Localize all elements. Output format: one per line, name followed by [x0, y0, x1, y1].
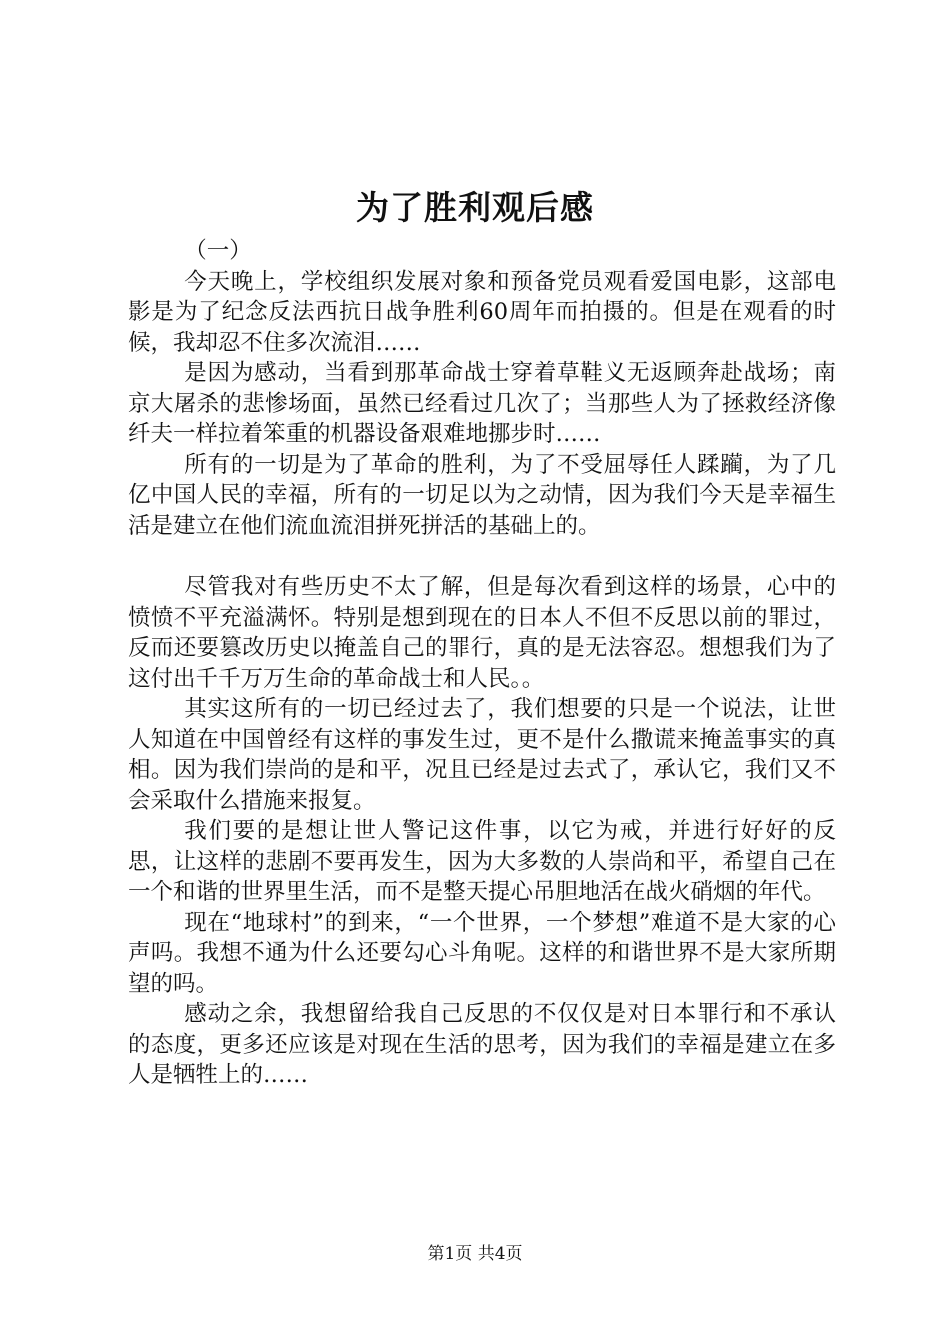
document-title: 为了胜利观后感 — [356, 188, 594, 227]
paragraph: 其实这所有的一切已经过去了，我们想要的只是一个说法，让世人知道在中国曾经有这样的事发生过，更不是什么撒谎来掩盖事实的真相。因为我们崇尚的是和平，况且已经是过去式了，承认它，我们又不会采取什么措施来报复。 — [128, 696, 836, 814]
page-number-footer: 第1页 共4页 — [427, 1244, 523, 1264]
document-body — [128, 236, 836, 1091]
paragraph: 所有的一切是为了革命的胜利，为了不受屈辱任人蹂躏，为了几亿中国人民的幸福，所有的一切足以为之动情，因为我们今天是幸福生活是建立在他们流血流泪拼死拼活的基础上的。 — [128, 451, 836, 539]
paragraph: 感动之余，我想留给我自己反思的不仅仅是对日本罪行和不承认的态度，更多还应该是对现在生活的思考，因为我们的幸福是建立在多人是牺牲上的…… — [128, 1001, 836, 1088]
paragraph: 现在“地球村”的到来，“一个世界，一个梦想”难道不是大家的心声吗。我想不通为什么还要勾心斗角呢。这样的和谐世界不是大家所期望的吗。 — [128, 909, 836, 997]
section-marker: （一） — [184, 238, 252, 264]
paragraph: 是因为感动，当看到那革命战士穿着草鞋义无返顾奔赴战场；南京大屠杀的悲惨场面，虽然已经看过几次了；当那些人为了拯救经济像纤夫一样拉着笨重的机器设备艰难地挪步时…… — [128, 360, 836, 447]
paragraph: 尽管我对有些历史不太了解，但是每次看到这样的场景，心中的愤愤不平充溢满怀。特别是想到现在的日本人不但不反思以前的罪过，反而还要篡改历史以掩盖自己的罪行，真的是无法容忍。想想我们为了这付出千千万万生命的革命战士和人民。。 — [128, 574, 836, 692]
paragraph: 我们要的是想让世人警记这件事，以它为戒，并进行好好的反思，让这样的悲剧不要再发生，因为大多数的人崇尚和平，希望自己在一个和谐的世界里生活，而不是整天提心吊胆地活在战火硝烟的年代。 — [128, 818, 836, 905]
paragraph: 今天晚上，学校组织发展对象和预备党员观看爱国电影，这部电影是为了纪念反法西抗日战争胜利60周年而拍摄的。但是在观看的时候，我却忍不住多次流泪…… — [128, 268, 836, 356]
